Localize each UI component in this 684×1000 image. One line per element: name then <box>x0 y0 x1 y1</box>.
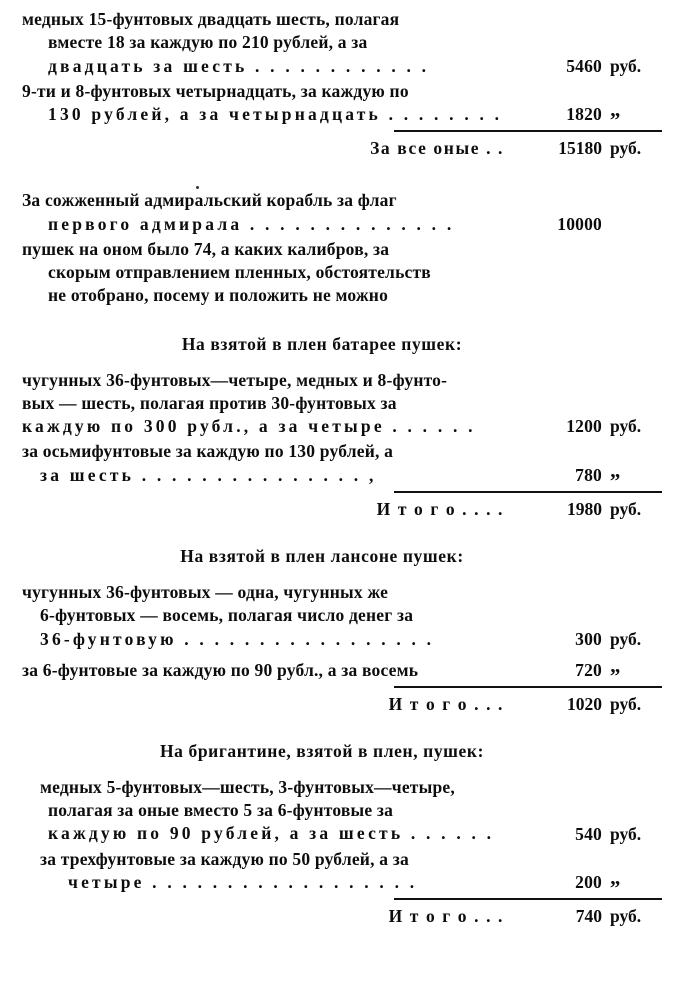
entry-text <box>22 440 516 487</box>
entry-amount: 780 <box>575 464 602 485</box>
entry-line: каждую по 90 рублей, а за шесть . . . . . . <box>48 823 495 844</box>
entry-unit: „ <box>610 97 621 122</box>
total-amount: 740 <box>575 906 602 927</box>
ledger-entry <box>22 80 662 127</box>
spacer <box>22 159 662 189</box>
total-label: За все оные . . <box>370 138 504 159</box>
total-unit: руб. <box>610 693 642 714</box>
entry-text <box>22 189 516 236</box>
entry-line: За сожженный адмиральский корабль за флаг <box>22 190 397 211</box>
entry-line: каждую по 300 рубл., а за четыре . . . . . . <box>22 416 476 437</box>
total-amount: 1980 <box>567 498 602 519</box>
entry-line: 36-фунтовую . . . . . . . . . . . . . . . . . <box>40 628 435 649</box>
entry-amount: 720 <box>575 659 602 680</box>
note-line: не отобрано, посему и положить не можно <box>48 285 389 306</box>
entry-line: за шесть . . . . . . . . . . . . . . . , <box>40 464 377 485</box>
total-unit: руб. <box>610 138 642 159</box>
entry-line: чугунных 36-фунтовых—четыре, медных и 8-фунто- <box>22 369 448 390</box>
section-heading-lanson: На взятой в плен лансоне пушек: <box>180 545 464 566</box>
total-amount: 15180 <box>558 138 602 159</box>
divider-line <box>394 686 662 688</box>
entry-unit: руб. <box>610 628 642 649</box>
entry-text <box>22 848 516 895</box>
ledger-entry <box>22 440 662 487</box>
total-unit: руб. <box>610 498 642 519</box>
entry-unit: руб. <box>610 55 642 76</box>
note-line: пушек на оном было 74, а каких калибров, за <box>22 238 390 259</box>
section-total-row <box>22 499 662 520</box>
entry-text <box>22 80 516 127</box>
entry-unit: „ <box>610 865 621 890</box>
section-total-row <box>22 694 662 715</box>
entry-line: 6-фунтовых — восемь, полагая число денег за <box>40 605 414 626</box>
entry-amount: 1820 <box>566 104 602 125</box>
grand-total-row <box>22 138 662 159</box>
entry-unit <box>602 235 662 236</box>
entry-line: вых — шесть, полагая против 30-фунтовых за <box>22 392 397 413</box>
entry-amount: 10000 <box>557 213 602 234</box>
note-line: скорым отправлением пленных, обстоятельств <box>48 262 431 283</box>
entry-line: полагая за оные вместо 5 за 6-фунтовые за <box>48 800 394 821</box>
entry-amount: 540 <box>575 823 602 844</box>
entry-unit: руб. <box>610 823 642 844</box>
total-amount: 1020 <box>567 693 602 714</box>
entry-text <box>22 8 516 78</box>
entry-text <box>22 581 516 651</box>
entry-text <box>22 369 516 439</box>
total-divider <box>22 686 662 688</box>
total-divider <box>22 491 662 493</box>
admiral-note <box>22 238 662 308</box>
total-label: И т о г о . . . <box>388 693 504 714</box>
entry-line: четыре . . . . . . . . . . . . . . . . . . <box>68 871 418 892</box>
entry-line: вместе 18 за каждую по 210 рублей, а за <box>48 32 368 53</box>
entry-amount: 200 <box>575 872 602 893</box>
divider-line <box>394 130 662 132</box>
entry-line: медных 15-фунтовых двадцать шесть, полагая <box>22 9 400 29</box>
entry-line: за осьмифунтовые за каждую по 130 рублей, а <box>22 441 394 462</box>
entry-line: двадцать за шесть . . . . . . . . . . . . <box>48 55 430 76</box>
entry-text <box>22 659 516 682</box>
ledger-entry <box>22 369 662 439</box>
ink-speck <box>196 186 199 189</box>
ledger-entry <box>22 776 662 846</box>
ledger-entry <box>22 848 662 895</box>
entry-line: чугунных 36-фунтовых — одна, чугунных же <box>22 581 389 602</box>
ledger-entry <box>22 581 662 651</box>
total-unit: руб. <box>610 906 642 927</box>
total-divider <box>22 898 662 900</box>
total-label: И т о г о . . . <box>388 906 504 927</box>
divider-line <box>394 491 662 493</box>
total-divider <box>22 130 662 132</box>
entry-unit: руб. <box>610 416 642 437</box>
ledger-entry <box>22 8 662 78</box>
entry-line: медных 5-фунтовых—шесть, 3-фунтовых—четыре, <box>40 776 455 797</box>
entry-amount: 300 <box>575 628 602 649</box>
entry-text <box>22 776 516 846</box>
entry-line: 9-ти и 8-фунтовых четырнадцать, за каждую по <box>22 80 409 101</box>
entry-amount: 5460 <box>566 55 602 76</box>
entry-unit: „ <box>610 457 621 482</box>
entry-line: за трехфунтовые за каждую по 50 рублей, а за <box>40 848 409 869</box>
entry-amount: 1200 <box>566 416 602 437</box>
ledger-entry <box>22 653 662 682</box>
entry-line: первого адмирала . . . . . . . . . . . . . . <box>48 213 455 234</box>
entry-unit: „ <box>610 652 621 677</box>
entry-line: за 6-фунтовые за каждую по 90 рубл., а за восемь <box>22 659 419 680</box>
admiral-ship-entry <box>22 189 662 236</box>
section-heading-battery: На взятой в плен батарее пушек: <box>181 333 463 354</box>
entry-line: 130 рублей, а за четырнадцать . . . . . . . . <box>48 104 503 125</box>
divider-line <box>394 898 662 900</box>
section-total-row <box>22 906 662 927</box>
total-label: И т о г о . . . . <box>376 498 504 519</box>
section-heading-brigantine: На бригантине, взятой в плен, пушек: <box>159 740 485 761</box>
